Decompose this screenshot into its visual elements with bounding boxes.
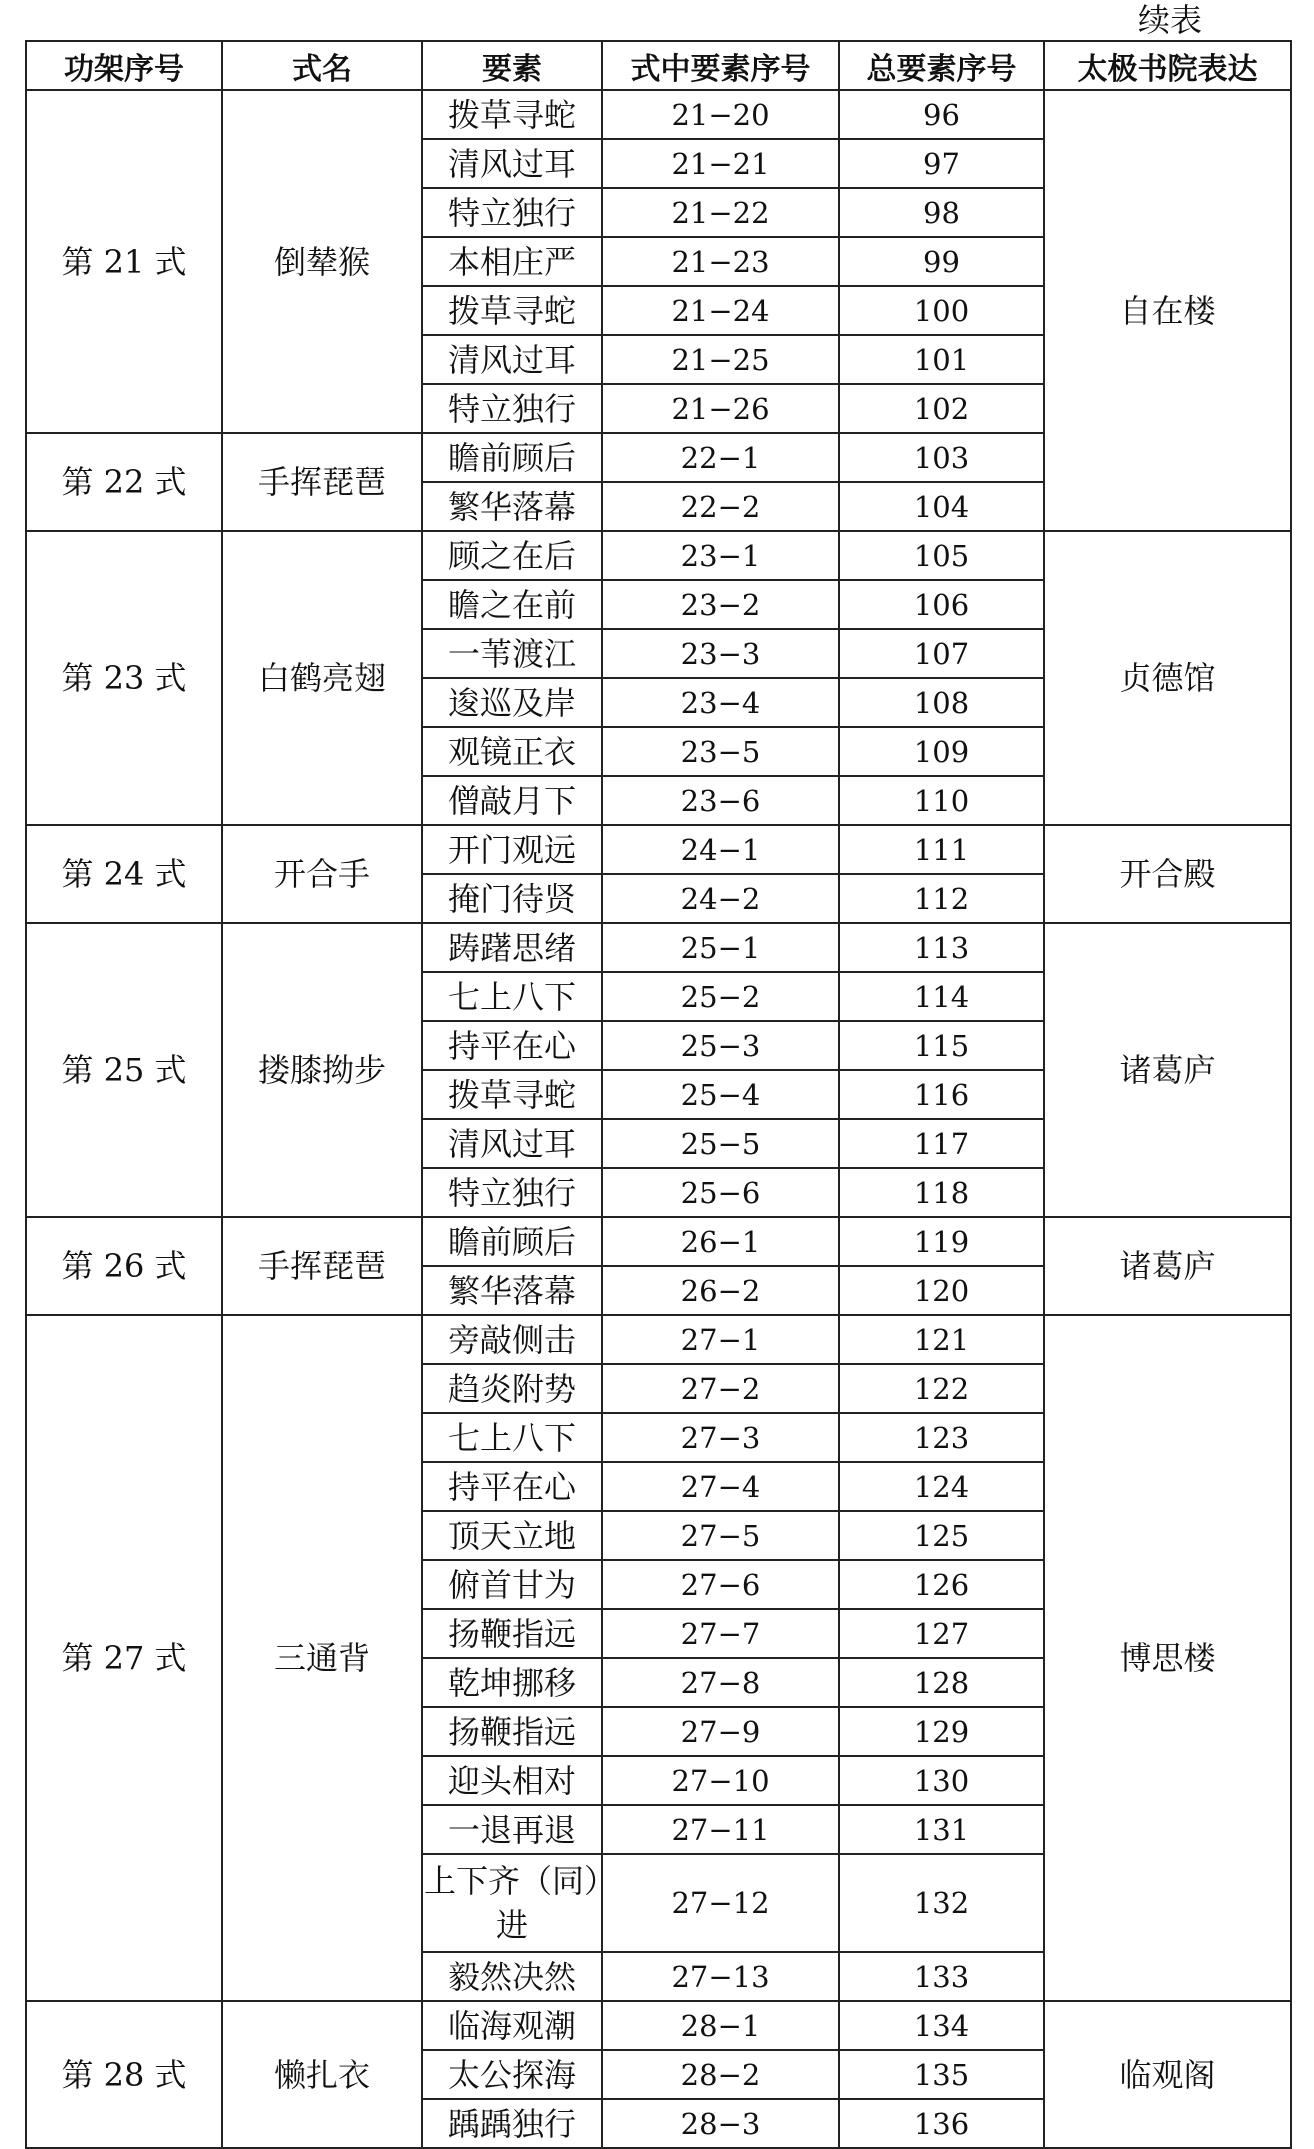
element-seq-cell: 25−1 [602,923,839,972]
element-cell: 僧敲月下 [422,776,602,825]
element-seq-cell: 23−2 [602,580,839,629]
element-cell: 上下齐（同）进 [422,1854,602,1952]
element-cell: 持平在心 [422,1462,602,1511]
element-seq-cell: 21−23 [602,237,839,286]
element-cell: 一退再退 [422,1805,602,1854]
element-cell: 踌躇思绪 [422,923,602,972]
total-seq-cell: 113 [839,923,1044,972]
element-seq-cell: 27−1 [602,1315,839,1364]
element-cell: 逡巡及岸 [422,678,602,727]
element-cell: 特立独行 [422,188,602,237]
element-cell: 清风过耳 [422,335,602,384]
form-name-cell: 手挥琵琶 [222,433,422,531]
total-seq-cell: 134 [839,2001,1044,2050]
form-index-cell: 第 25 式 [26,923,222,1217]
total-seq-cell: 115 [839,1021,1044,1070]
header-element-seq: 式中要素序号 [602,41,839,90]
element-seq-cell: 25−3 [602,1021,839,1070]
total-seq-cell: 117 [839,1119,1044,1168]
header-academy-expression: 太极书院表达 [1044,41,1291,90]
element-cell: 瞻前顾后 [422,433,602,482]
element-seq-cell: 27−12 [602,1854,839,1952]
total-seq-cell: 119 [839,1217,1044,1266]
element-cell: 俯首甘为 [422,1560,602,1609]
header-row [26,41,1291,90]
total-seq-cell: 135 [839,2050,1044,2099]
total-seq-cell: 108 [839,678,1044,727]
element-cell: 掩门待贤 [422,874,602,923]
header-element: 要素 [422,41,602,90]
total-seq-cell: 100 [839,286,1044,335]
form-index-cell: 第 23 式 [26,531,222,825]
form-index-cell: 第 27 式 [26,1315,222,2001]
table-body [26,90,1291,2148]
total-seq-cell: 123 [839,1413,1044,1462]
element-cell: 毅然决然 [422,1952,602,2001]
element-seq-cell: 21−24 [602,286,839,335]
element-seq-cell: 23−5 [602,727,839,776]
element-seq-cell: 26−1 [602,1217,839,1266]
element-cell: 七上八下 [422,972,602,1021]
table-row [26,825,1291,874]
element-seq-cell: 21−25 [602,335,839,384]
form-name-cell: 三通背 [222,1315,422,2001]
total-seq-cell: 106 [839,580,1044,629]
element-seq-cell: 28−1 [602,2001,839,2050]
element-cell: 顾之在后 [422,531,602,580]
element-cell: 踽踽独行 [422,2099,602,2148]
academy-expression-cell: 临观阁 [1044,2001,1291,2148]
element-seq-cell: 21−26 [602,384,839,433]
element-seq-cell: 21−21 [602,139,839,188]
element-cell: 拨草寻蛇 [422,1070,602,1119]
element-seq-cell: 27−7 [602,1609,839,1658]
element-seq-cell: 27−13 [602,1952,839,2001]
element-cell: 旁敲侧击 [422,1315,602,1364]
total-seq-cell: 120 [839,1266,1044,1315]
element-seq-cell: 24−1 [602,825,839,874]
total-seq-cell: 114 [839,972,1044,1021]
academy-expression-cell: 自在楼 [1044,90,1291,531]
table-row [26,1315,1291,1364]
total-seq-cell: 126 [839,1560,1044,1609]
form-name-cell: 手挥琵琶 [222,1217,422,1315]
table-row [26,531,1291,580]
total-seq-cell: 102 [839,384,1044,433]
total-seq-cell: 97 [839,139,1044,188]
element-seq-cell: 27−11 [602,1805,839,1854]
element-seq-cell: 21−20 [602,90,839,139]
form-name-cell: 白鹤亮翅 [222,531,422,825]
element-cell: 扬鞭指远 [422,1707,602,1756]
element-cell: 观镜正衣 [422,727,602,776]
form-name-cell: 倒辇猴 [222,90,422,433]
form-index-cell: 第 24 式 [26,825,222,923]
element-seq-cell: 27−2 [602,1364,839,1413]
element-cell: 七上八下 [422,1413,602,1462]
element-seq-cell: 23−3 [602,629,839,678]
total-seq-cell: 127 [839,1609,1044,1658]
table-row [26,2001,1291,2050]
element-seq-cell: 23−1 [602,531,839,580]
total-seq-cell: 118 [839,1168,1044,1217]
element-seq-cell: 23−6 [602,776,839,825]
total-seq-cell: 121 [839,1315,1044,1364]
form-elements-table [25,40,1292,2149]
total-seq-cell: 101 [839,335,1044,384]
form-name-cell: 开合手 [222,825,422,923]
total-seq-cell: 116 [839,1070,1044,1119]
element-cell: 持平在心 [422,1021,602,1070]
table-row [26,923,1291,972]
element-seq-cell: 22−1 [602,433,839,482]
academy-expression-cell: 诸葛庐 [1044,1217,1291,1315]
academy-expression-cell: 诸葛庐 [1044,923,1291,1217]
total-seq-cell: 103 [839,433,1044,482]
table-header [26,41,1291,90]
table-row [26,1217,1291,1266]
total-seq-cell: 132 [839,1854,1044,1952]
total-seq-cell: 107 [839,629,1044,678]
element-cell: 本相庄严 [422,237,602,286]
element-cell: 拨草寻蛇 [422,90,602,139]
academy-expression-cell: 贞德馆 [1044,531,1291,825]
total-seq-cell: 124 [839,1462,1044,1511]
element-cell: 清风过耳 [422,139,602,188]
total-seq-cell: 128 [839,1658,1044,1707]
element-seq-cell: 27−9 [602,1707,839,1756]
element-seq-cell: 28−2 [602,2050,839,2099]
total-seq-cell: 112 [839,874,1044,923]
element-cell: 繁华落幕 [422,482,602,531]
total-seq-cell: 98 [839,188,1044,237]
total-seq-cell: 99 [839,237,1044,286]
element-cell: 顶天立地 [422,1511,602,1560]
form-name-cell: 懒扎衣 [222,2001,422,2148]
total-seq-cell: 130 [839,1756,1044,1805]
element-seq-cell: 27−8 [602,1658,839,1707]
header-form-name: 式名 [222,41,422,90]
total-seq-cell: 109 [839,727,1044,776]
academy-expression-cell: 博思楼 [1044,1315,1291,2001]
form-index-cell: 第 22 式 [26,433,222,531]
element-cell: 趋炎附势 [422,1364,602,1413]
total-seq-cell: 129 [839,1707,1044,1756]
element-cell: 瞻之在前 [422,580,602,629]
table-row [26,90,1291,139]
element-seq-cell: 25−2 [602,972,839,1021]
element-cell: 特立独行 [422,1168,602,1217]
element-seq-cell: 25−5 [602,1119,839,1168]
element-seq-cell: 28−3 [602,2099,839,2148]
table-caption: 续表 [1137,1,1202,39]
element-cell: 临海观潮 [422,2001,602,2050]
element-cell: 繁华落幕 [422,1266,602,1315]
element-cell: 扬鞭指远 [422,1609,602,1658]
element-seq-cell: 27−6 [602,1560,839,1609]
total-seq-cell: 131 [839,1805,1044,1854]
element-cell: 迎头相对 [422,1756,602,1805]
header-form-index: 功架序号 [26,41,222,90]
element-seq-cell: 27−10 [602,1756,839,1805]
element-seq-cell: 27−4 [602,1462,839,1511]
element-seq-cell: 25−6 [602,1168,839,1217]
form-index-cell: 第 28 式 [26,2001,222,2148]
element-cell: 瞻前顾后 [422,1217,602,1266]
total-seq-cell: 122 [839,1364,1044,1413]
total-seq-cell: 125 [839,1511,1044,1560]
form-index-cell: 第 21 式 [26,90,222,433]
total-seq-cell: 136 [839,2099,1044,2148]
total-seq-cell: 110 [839,776,1044,825]
total-seq-cell: 96 [839,90,1044,139]
element-cell: 太公探海 [422,2050,602,2099]
element-cell: 一苇渡江 [422,629,602,678]
element-cell: 特立独行 [422,384,602,433]
element-seq-cell: 25−4 [602,1070,839,1119]
element-seq-cell: 24−2 [602,874,839,923]
total-seq-cell: 111 [839,825,1044,874]
form-index-cell: 第 26 式 [26,1217,222,1315]
total-seq-cell: 105 [839,531,1044,580]
total-seq-cell: 104 [839,482,1044,531]
element-seq-cell: 27−3 [602,1413,839,1462]
element-cell: 清风过耳 [422,1119,602,1168]
header-total-seq: 总要素序号 [839,41,1044,90]
academy-expression-cell: 开合殿 [1044,825,1291,923]
element-seq-cell: 26−2 [602,1266,839,1315]
element-seq-cell: 22−2 [602,482,839,531]
element-seq-cell: 21−22 [602,188,839,237]
element-cell: 乾坤挪移 [422,1658,602,1707]
form-name-cell: 搂膝拗步 [222,923,422,1217]
element-seq-cell: 23−4 [602,678,839,727]
element-cell: 拨草寻蛇 [422,286,602,335]
element-cell: 开门观远 [422,825,602,874]
element-seq-cell: 27−5 [602,1511,839,1560]
total-seq-cell: 133 [839,1952,1044,2001]
